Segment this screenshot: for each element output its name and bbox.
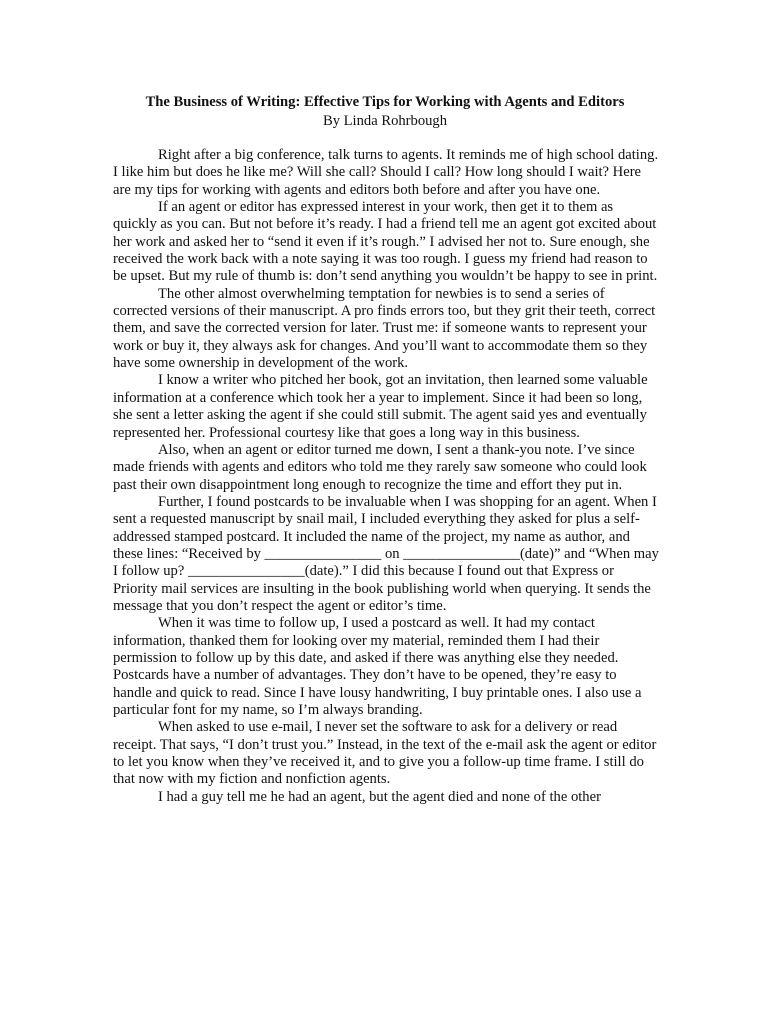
document-body <box>113 147 659 806</box>
body-paragraph: Further, I found postcards to be invaluable when I was shopping for an agent. When I sent a requested manuscript by snail mail, I included everything they asked for plus a self-addressed stamped postcard. It included the name of the project, my name as author, and these lines: “Received by ________________ on ________________(date)” and “When may I follow up? ________________(date).” I did this because I found out that Express or Priority mail services are insulting in the book publishing world when querying. It sends the message that you don’t respect the agent or editor’s time. <box>113 493 659 614</box>
body-paragraph: Also, when an agent or editor turned me down, I sent a thank-you note. I’ve since made friends with agents and editors who told me they rarely saw someone who could look past their own disappointment long enough to recognize the time and effort they put in. <box>113 441 647 493</box>
body-paragraph: The other almost overwhelming temptation for newbies is to send a series of corrected versions of their manuscript. A pro finds errors too, but they grit their teeth, correct them, and save the corrected version for later. Trust me: if someone wants to represent your work or buy it, they always ask for changes. And you’ll want to accommodate them so they have some ownership in development of the work. <box>113 285 656 372</box>
body-paragraph: When it was time to follow up, I used a postcard as well. It had my contact information, thanked them for looking over my material, reminded them I had their permission to follow up by this date, and asked if there was anything else they needed. Postcards have a number of advantages. They don’t have to be opened, they’re easy to handle and quick to read. Since I have lousy handwriting, I buy printable ones. I also use a particular font for my name, so I’m always branding. <box>113 615 642 718</box>
body-paragraph: Right after a big conference, talk turns to agents. It reminds me of high school dating. I like him but does he like me? Will she call? Should I call? How long should I wait? Here are my tips for working with agents and editors both before and after you have one. <box>113 147 659 198</box>
body-paragraph: If an agent or editor has expressed interest in your work, then get it to them as quickly as you can. But not before it’s ready. I had a friend tell me an agent got excited about her work and asked her to “send it even if it’s rough.” I advised her not to. Sure enough, she received the work back with a note saying it was too rough. I guess my friend had reason to be upset. But my rule of thumb is: don’t send anything you wouldn’t be happy to see in print. <box>113 199 658 285</box>
body-paragraph: I had a guy tell me he had an agent, but the agent died and none of the other <box>158 788 601 805</box>
document-title: The Business of Writing: Effective Tips for Working with Agents and Editors <box>145 94 625 110</box>
document-byline: By Linda Rohrbough <box>322 113 448 129</box>
body-paragraph: When asked to use e-mail, I never set the software to ask for a delivery or read receipt. That says, “I don’t trust you.” Instead, in the text of the e-mail ask the agent or editor to let you know when they’ve received it, and to give you a follow-up time frame. I still do that now with my fiction and nonfiction agents. <box>113 719 657 788</box>
body-paragraph: I know a writer who pitched her book, got an invitation, then learned some valuable information at a conference which took her a year to implement. Since it had been so long, she sent a letter asking the agent if she could still submit. The agent said yes and eventually represented her. Professional courtesy like that goes a long way in this business. <box>113 372 648 441</box>
